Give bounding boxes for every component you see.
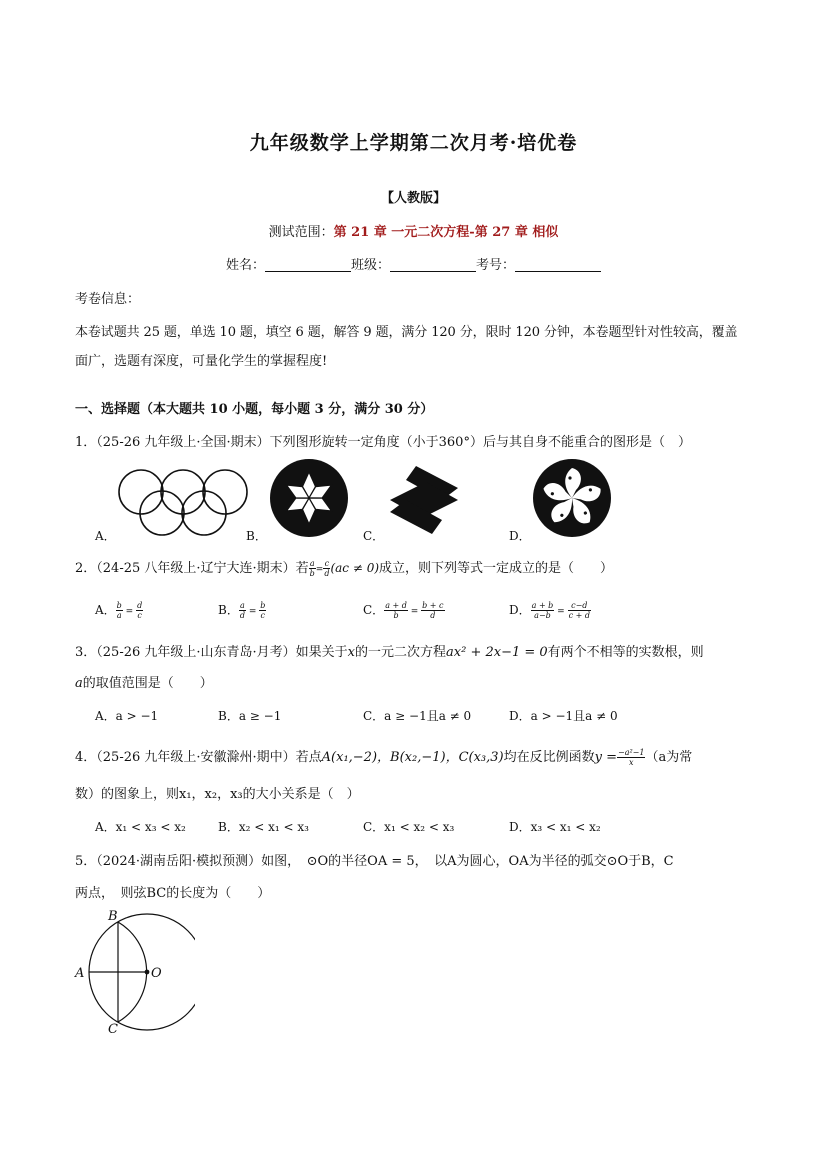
label-o: O <box>151 966 162 981</box>
q2-option-a: A． $\frac{b}{a}$ = $\frac{d}{c}$ <box>95 601 143 620</box>
s-shape-figure <box>386 464 462 536</box>
q3-option-a: A．a > −1 <box>95 709 159 723</box>
q4-func-lhs: y = <box>594 750 617 765</box>
q2-b-d2: c <box>260 611 266 620</box>
circle-arc-figure <box>70 905 195 1040</box>
bauhinia-flower-figure <box>532 458 612 538</box>
id-label: 考号： <box>476 258 516 273</box>
name-blank <box>265 257 351 272</box>
class-label: 班级： <box>350 258 390 273</box>
q4-option-c: C．x₁ < x₂ < x₃ <box>363 820 455 834</box>
q3-mid: 的一元二次方程 <box>355 645 447 660</box>
q2-a-n2: d <box>137 601 143 610</box>
center-point-o <box>145 970 150 975</box>
q2-a-d2: c <box>137 611 142 620</box>
test-scope <box>0 221 827 240</box>
q2-c-frac-2 <box>421 601 444 620</box>
q1-option-b-label: B． <box>246 529 267 543</box>
question-1-text: 1．（25-26 九年级上·全国·期末）下列图形旋转一定角度（小于360°）后与其自身不能重合的图形是（ ） <box>75 435 691 450</box>
q4-points: A(x₁,−2)，B(x₂,−1)，C(x₃,3) <box>321 750 504 765</box>
q2-equals: = <box>315 565 324 575</box>
q3-option-c: C．a ≥ −1且a ≠ 0 <box>363 709 472 723</box>
q4-option-b: B．x₂ < x₁ < x₃ <box>218 820 309 834</box>
scope-label: 测试范围： <box>268 225 334 240</box>
question-3-line-2 <box>75 672 213 691</box>
scope-value: 第 21 章 一元二次方程-第 27 章 相似 <box>333 225 559 240</box>
info-line-1: 本卷试题共 25 题，单选 10 题，填空 6 题，解答 9 题，满分 120 分，限时 120 分钟，本卷题型针对性较高，覆盖 <box>75 325 738 340</box>
name-label: 姓名： <box>225 258 265 273</box>
q2-d-d1: a−b <box>534 611 551 620</box>
info-heading: 考卷信息： <box>75 292 141 307</box>
q2-d-n1: a + b <box>531 601 554 610</box>
question-2-text <box>75 557 613 578</box>
olympic-rings-figure <box>115 466 250 541</box>
edition-label: 【人教版】 <box>380 191 446 206</box>
q3-var-x: x <box>347 645 355 660</box>
q3-var-a: a <box>75 676 83 691</box>
q2-option-d-label: D． <box>509 603 531 617</box>
q4-option-a: A．x₁ < x₃ < x₂ <box>95 820 186 834</box>
q2-a-d1: a <box>116 611 122 620</box>
hexagram-diamond-figure <box>269 458 349 538</box>
q3-suffix: 有两个不相等的实数根，则 <box>547 645 704 660</box>
q2-c-d1: b <box>393 611 399 620</box>
q2-c-n2: b + c <box>422 601 444 610</box>
q3-line-2-text: 的取值范围是（ ） <box>82 676 213 691</box>
q2-b-frac-1 <box>239 601 246 620</box>
q2-a-frac-2 <box>136 601 143 620</box>
question-3-line-1 <box>75 641 704 660</box>
q2-option-b-label: B． <box>218 603 239 617</box>
student-fields <box>0 254 827 273</box>
q2-prefix: 2．（24-25 八年级上·辽宁大连·期末）若 <box>75 561 309 576</box>
page-title: 九年级数学上学期第二次月考·培优卷 <box>249 132 578 154</box>
q2-f2-den: d <box>324 569 330 578</box>
q2-a-frac-1 <box>116 601 123 620</box>
q2-d-frac-2 <box>568 601 591 620</box>
q3-equation: ax² + 2x−1 = 0 <box>446 645 548 660</box>
q2-b-frac-2 <box>259 601 266 620</box>
q2-option-b: B． $\frac{a}{d}$ = $\frac{b}{c}$ <box>218 601 266 620</box>
q2-suffix: 成立，则下列等式一定成立的是（ ） <box>379 561 614 576</box>
q4-func-den: x <box>628 758 634 767</box>
section-heading: 一、选择题（本大题共 10 小题，每小题 3 分，满分 30 分） <box>75 402 434 417</box>
question-4-line-1 <box>75 746 692 767</box>
q1-option-d-label: D． <box>509 529 531 543</box>
class-blank <box>390 257 476 272</box>
id-blank <box>515 257 601 272</box>
q2-d-d2: c + d <box>568 611 590 620</box>
info-line-2: 面广，选题有深度，可量化学生的掌握程度! <box>75 354 328 369</box>
q2-c-d2: d <box>430 611 436 620</box>
q2-d-frac-1 <box>531 601 555 620</box>
q2-fraction-a-over-b <box>309 559 316 578</box>
q2-f2-num: c <box>324 559 330 568</box>
q2-b-d1: d <box>239 611 245 620</box>
label-c: C <box>108 1022 118 1037</box>
q1-option-c-label: C． <box>363 529 385 543</box>
q2-c-frac-1 <box>384 601 408 620</box>
q2-f1-den: b <box>309 569 315 578</box>
q2-c-n1: a + d <box>385 601 407 610</box>
q1-option-a-label: A． <box>95 529 116 543</box>
q3-option-d: D．a > −1且a ≠ 0 <box>509 709 618 723</box>
q2-d-n2: c−d <box>568 601 591 611</box>
q2-option-d: D． $\frac{a + b}{a-b}$ = $\frac{c-d}{c + d}$ <box>509 601 590 620</box>
q3-prefix: 3．（25-26 九年级上·山东青岛·月考）如果关于 <box>75 645 348 660</box>
q2-b-n2: b <box>260 601 266 610</box>
label-a: A <box>75 966 85 981</box>
q2-a-n1: b <box>116 601 122 610</box>
question-5-line-2: 两点， 则弦BC的长度为（ ） <box>75 886 271 901</box>
q4-function-fraction <box>617 748 645 767</box>
q4-func-num: −a²−1 <box>618 748 645 757</box>
q4-mid: 均在反比例函数 <box>503 750 595 765</box>
q2-option-a-label: A． <box>95 603 116 617</box>
label-b: B <box>108 909 118 924</box>
question-5-line-1: 5．（2024·湖南岳阳·模拟预测）如图， ⊙O的半径OA = 5， 以A为圆心，OA为半径的弧交⊙O于B，C <box>75 854 674 869</box>
q3-option-b: B．a ≥ −1 <box>218 709 282 723</box>
q2-f1-num: a <box>309 559 315 568</box>
q4-option-d: D．x₃ < x₁ < x₂ <box>509 820 601 834</box>
q2-option-c: C． $\frac{a + d}{b}$ = $\frac{b + c}{d}$ <box>363 601 444 620</box>
q4-suffix: （a为常 <box>645 750 693 765</box>
q2-b-n1: a <box>240 601 245 610</box>
q4-prefix: 4．（25-26 九年级上·安徽滁州·期中）若点 <box>75 750 322 765</box>
question-4-line-2: 数）的图象上，则x₁，x₂，x₃的大小关系是（ ） <box>75 787 360 802</box>
q2-option-c-label: C． <box>363 603 385 617</box>
q2-condition: (ac ≠ 0) <box>330 561 380 575</box>
